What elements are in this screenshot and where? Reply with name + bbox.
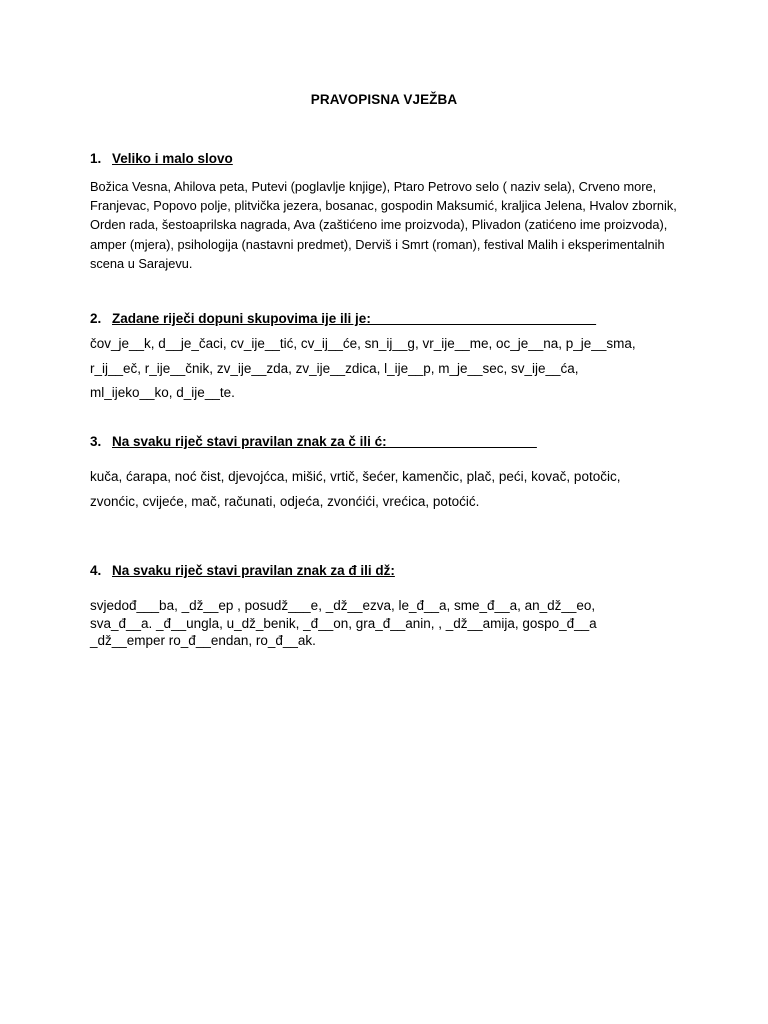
section-4-body [90,597,690,650]
text-line: Franjevac, Popovo polje, plitvička jezera, bosanac, gospodin Maksumić, kraljica Jelena, Hvalov zbornik, [90,198,677,214]
text-line: Božica Vesna, Ahilova peta, Putevi (poglavlje knjige), Ptaro Petrovo selo ( naziv sela), Crveno more, [90,179,657,194]
section-title: Na svaku riječ stavi pravilan znak za đ ili dž: [112,563,395,578]
text-line: amper (mjera), psihologija (nastavni predmet), Derviš i Smrt (roman), festival Malih i eksperimentalnih [90,236,665,252]
text-line: zvonćic, cvijeće, mač, računati, odjeća, zvonćići, vrećica, potoćić. [90,493,480,509]
section-1-body [90,177,690,273]
section-4-heading [90,563,395,578]
section-number: 2. [90,311,102,326]
section-3-heading [90,434,537,449]
text-line: ml_ijeko__ko, d_ije__te. [90,385,235,400]
text-line: sva_đ__a. _đ__ungla, u_dž_benik, _đ__on, gra_đ__anin, , _dž__amija, gospo_đ__a [90,615,597,631]
text-line: _dž__emper ro_đ__endan, ro_đ__ak. [90,633,316,648]
section-2-body [90,332,690,406]
text-line: svjedođ___ba, _dž__ep , posudž___e, _dž__ezva, le_đ__a, sme_đ__a, an_dž__eo, [90,598,596,613]
text-line: čov_je__k, d__je_čaci, cv_ije__tić, cv_ij__će, sn_ij__g, vr_ije__me, oc_je__na, p_je__sma, [90,336,636,351]
section-title: Zadane riječi dopuni skupovima ije ili je:______________________________ [112,311,597,326]
text-line: kuča, ćarapa, noć čist, djevojćca, mišić, vrtič, šećer, kamenčic, plač, peći, kovač, potočic, [90,469,621,484]
section-1-heading [90,151,233,166]
section-number: 3. [90,434,102,449]
text-line: scena u Sarajevu. [90,255,193,271]
section-number: 4. [90,563,102,578]
text-line: r_ij__eč, r_ije__čnik, zv_ije__zda, zv_ije__zdica, l_ije__p, m_je__sec, sv_ije__ća, [90,360,579,376]
page-title: PRAVOPISNA VJEŽBA [310,92,458,107]
text-line: Orden rada, šestoaprilska nagrada, Ava (zaštićeno ime proizvoda), Plivadon (zatićeno ime proizvoda), [90,217,668,233]
section-title: Na svaku riječ stavi pravilan znak za č ili ć:____________________ [112,434,537,449]
section-title: Veliko i malo slovo [112,151,233,166]
section-3-body [90,465,690,514]
section-number: 1. [90,151,102,166]
section-2-heading [90,311,596,326]
